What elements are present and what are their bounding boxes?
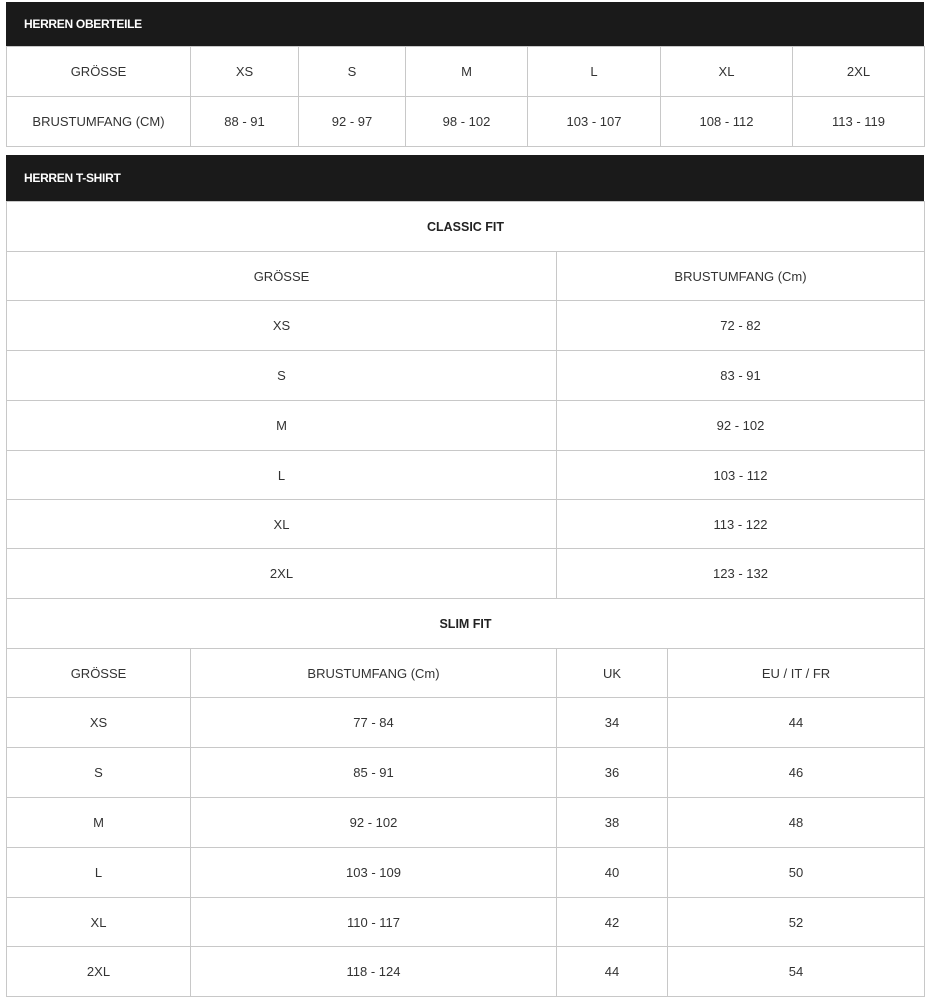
size-cell: S xyxy=(7,351,557,401)
chest-label: BRUSTUMFANG (CM) xyxy=(7,97,191,147)
eu-cell: 46 xyxy=(668,748,925,798)
classic-fit-table xyxy=(6,201,925,599)
chest-cell: 113 - 119 xyxy=(793,97,925,147)
size-cell: XS xyxy=(7,301,557,351)
table-row xyxy=(7,301,925,351)
chest-cell: 72 - 82 xyxy=(557,301,925,351)
chest-cell: 88 - 91 xyxy=(191,97,299,147)
table-row xyxy=(7,898,925,947)
uk-cell: 36 xyxy=(557,748,668,798)
table-row xyxy=(7,649,925,698)
column-header-uk: UK xyxy=(557,649,668,698)
uk-cell: 40 xyxy=(557,848,668,898)
table-row xyxy=(7,748,925,798)
herren-oberteile-section xyxy=(6,2,924,147)
chest-cell: 108 - 112 xyxy=(661,97,793,147)
table-row xyxy=(7,351,925,401)
size-cell: XL xyxy=(661,47,793,97)
table-row xyxy=(7,202,925,252)
table-row xyxy=(7,252,925,301)
size-cell: 2XL xyxy=(7,947,191,997)
column-header-size: GRÖSSE xyxy=(7,252,557,301)
size-cell: L xyxy=(528,47,661,97)
slim-fit-table xyxy=(6,598,925,997)
size-cell: XL xyxy=(7,500,557,549)
chest-cell: 103 - 109 xyxy=(191,848,557,898)
section-header: HERREN T-SHIRT xyxy=(6,155,924,201)
size-cell: XS xyxy=(191,47,299,97)
size-cell: S xyxy=(299,47,406,97)
uk-cell: 38 xyxy=(557,798,668,848)
chest-cell: 113 - 122 xyxy=(557,500,925,549)
size-cell: M xyxy=(406,47,528,97)
table-row xyxy=(7,401,925,451)
size-label: GRÖSSE xyxy=(7,47,191,97)
uk-cell: 34 xyxy=(557,698,668,748)
size-cell: S xyxy=(7,748,191,798)
table-row xyxy=(7,97,925,147)
table-row xyxy=(7,549,925,599)
table-row xyxy=(7,500,925,549)
uk-cell: 44 xyxy=(557,947,668,997)
slim-fit-title: SLIM FIT xyxy=(7,599,925,649)
eu-cell: 52 xyxy=(668,898,925,947)
table-row xyxy=(7,599,925,649)
classic-fit-title: CLASSIC FIT xyxy=(7,202,925,252)
chest-cell: 123 - 132 xyxy=(557,549,925,599)
table-row xyxy=(7,698,925,748)
size-cell: 2XL xyxy=(7,549,557,599)
herren-tshirt-section xyxy=(6,155,924,997)
oberteile-size-table xyxy=(6,46,925,147)
chest-cell: 103 - 107 xyxy=(528,97,661,147)
size-cell: 2XL xyxy=(793,47,925,97)
chest-cell: 83 - 91 xyxy=(557,351,925,401)
column-header-chest: BRUSTUMFANG (Cm) xyxy=(191,649,557,698)
chest-cell: 103 - 112 xyxy=(557,451,925,500)
chest-cell: 92 - 102 xyxy=(557,401,925,451)
table-row xyxy=(7,848,925,898)
chest-cell: 85 - 91 xyxy=(191,748,557,798)
uk-cell: 42 xyxy=(557,898,668,947)
column-header-eu: EU / IT / FR xyxy=(668,649,925,698)
size-cell: XL xyxy=(7,898,191,947)
eu-cell: 54 xyxy=(668,947,925,997)
size-cell: M xyxy=(7,401,557,451)
column-header-chest: BRUSTUMFANG (Cm) xyxy=(557,252,925,301)
chest-cell: 110 - 117 xyxy=(191,898,557,947)
table-row xyxy=(7,798,925,848)
table-row xyxy=(7,47,925,97)
eu-cell: 44 xyxy=(668,698,925,748)
size-cell: L xyxy=(7,451,557,500)
table-row xyxy=(7,451,925,500)
size-cell: XS xyxy=(7,698,191,748)
table-row xyxy=(7,947,925,997)
section-header: HERREN OBERTEILE xyxy=(6,2,924,46)
chest-cell: 92 - 97 xyxy=(299,97,406,147)
chest-cell: 77 - 84 xyxy=(191,698,557,748)
size-cell: L xyxy=(7,848,191,898)
chest-cell: 92 - 102 xyxy=(191,798,557,848)
eu-cell: 50 xyxy=(668,848,925,898)
chest-cell: 98 - 102 xyxy=(406,97,528,147)
chest-cell: 118 - 124 xyxy=(191,947,557,997)
column-header-size: GRÖSSE xyxy=(7,649,191,698)
eu-cell: 48 xyxy=(668,798,925,848)
size-cell: M xyxy=(7,798,191,848)
